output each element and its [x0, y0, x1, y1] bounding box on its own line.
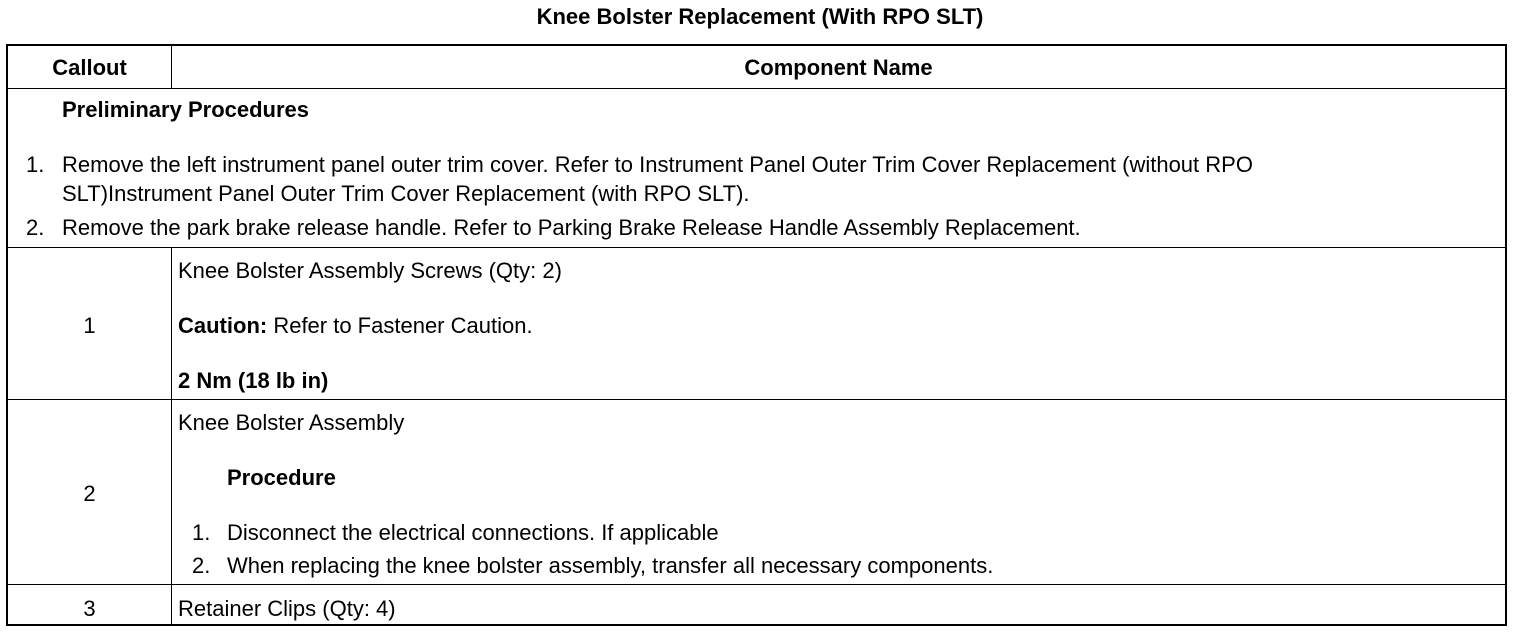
component-name: Knee Bolster Assembly Screws (Qty: 2) — [178, 258, 562, 283]
preliminary-step-number: 2. — [26, 215, 45, 240]
row-divider — [8, 88, 1505, 89]
procedure-heading: Procedure — [227, 465, 336, 490]
preliminary-heading: Preliminary Procedures — [62, 97, 310, 122]
preliminary-step-text-continued: SLT)Instrument Panel Outer Trim Cover Replacement (with RPO SLT). — [62, 181, 750, 206]
procedure-step-text: Disconnect the electrical connections. If applicable — [227, 520, 719, 545]
callout-number: 3 — [83, 596, 96, 621]
preliminary-step-text: Remove the park brake release handle. Refer to Parking Brake Release Handle Assembly Replacement. — [62, 215, 1081, 240]
page-title: Knee Bolster Replacement (With RPO SLT) — [536, 4, 984, 29]
caution-text: Refer to Fastener Caution. — [267, 313, 533, 338]
column-divider-body — [171, 247, 172, 626]
preliminary-step-number: 1. — [26, 152, 45, 177]
caution-note — [178, 313, 533, 339]
callout-number: 1 — [83, 313, 96, 338]
component-table — [6, 44, 1507, 626]
caution-label: Caution: — [178, 313, 268, 338]
row-divider — [8, 584, 1505, 585]
component-name: Knee Bolster Assembly — [178, 410, 405, 435]
preliminary-step-text: Remove the left instrument panel outer trim cover. Refer to Instrument Panel Outer Trim Cover Replacement (without RPO — [62, 152, 1253, 177]
torque-spec: 2 Nm (18 lb in) — [178, 368, 329, 393]
header-callout: Callout — [52, 55, 127, 80]
procedure-step-number: 2. — [192, 553, 211, 578]
procedure-step-number: 1. — [192, 520, 211, 545]
callout-number: 2 — [83, 481, 96, 506]
header-component-name: Component Name — [744, 55, 933, 80]
row-divider — [8, 399, 1505, 400]
component-name: Retainer Clips (Qty: 4) — [178, 596, 396, 621]
procedure-step-text: When replacing the knee bolster assembly, transfer all necessary components. — [227, 553, 994, 578]
row-divider — [8, 247, 1505, 248]
